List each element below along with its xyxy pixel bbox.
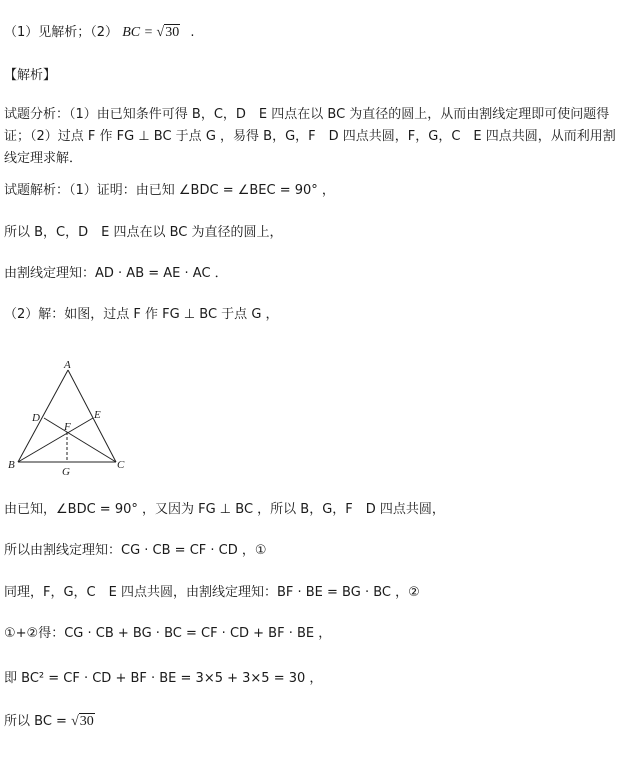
segment-ac	[68, 370, 116, 462]
label-b: B	[8, 459, 15, 471]
solution-line-6	[4, 713, 95, 731]
segment-ab	[18, 370, 68, 462]
solution-line-4: ①+②得：CG · CB + BG · BC = CF · CD + BF · BE ，	[4, 626, 332, 641]
label-f: F	[64, 421, 71, 433]
sqrt-symbol: √	[156, 25, 165, 40]
solution-line-1: 由已知，∠BDC = 90° ，又因为 FG ⊥ BC ，所以 B，G，F D 四点共圆，	[4, 502, 445, 517]
sqrt-symbol-2: √	[71, 714, 79, 729]
proof-line-2: 所以 B，C，D E 四点在以 BC 为直径的圆上，	[4, 225, 283, 240]
proof-line-3: 由割线定理知：AD · AB = AE · AC ．	[4, 266, 228, 281]
label-d: D	[32, 412, 40, 424]
answer-bc-value: 30	[165, 25, 180, 40]
solution-line-3: 同理，F，G，C E 四点共圆，由割线定理知：BF · BE = BG · BC ，②	[4, 585, 420, 600]
label-a: A	[64, 360, 71, 371]
geometry-figure	[6, 360, 136, 480]
label-g: G	[62, 466, 70, 478]
answer-tail: .	[190, 25, 195, 40]
answer-part-label: （1）见解析；（2）	[4, 25, 119, 40]
section-heading: 【解析】	[4, 68, 57, 83]
solution-line-2: 所以由割线定理知：CG · CB = CF · CD ，①	[4, 543, 267, 558]
solution-bc-prefix: 所以 BC =	[4, 714, 72, 729]
answer-bc-equation: BC =	[122, 25, 157, 40]
solution-bc-value: 30	[79, 714, 94, 729]
proof-line-1: 试题解析：（1）证明：由已知 ∠BDC = ∠BEC = 90° ，	[4, 183, 335, 198]
answer-line	[4, 24, 195, 42]
proof-line-4: （2）解：如图，过点 F 作 FG ⊥ BC 于点 G ，	[4, 307, 279, 322]
label-e: E	[94, 409, 101, 421]
analysis-paragraph: 试题分析：（1）由已知条件可得 B，C，D E 四点在以 BC 为直径的圆上，从而由割线定理即可使问题得证；（2）过点 F 作 FG ⊥ BC 于点 G ，易得 B，G，F D 四点共圆，F，G，C E 四点共圆，从而利用割线定理求解．	[4, 107, 616, 166]
solution-line-5: 即 BC² = CF · CD + BF · BE = 3×5 + 3×5 = 30 ，	[4, 671, 323, 686]
label-c: C	[117, 459, 125, 471]
